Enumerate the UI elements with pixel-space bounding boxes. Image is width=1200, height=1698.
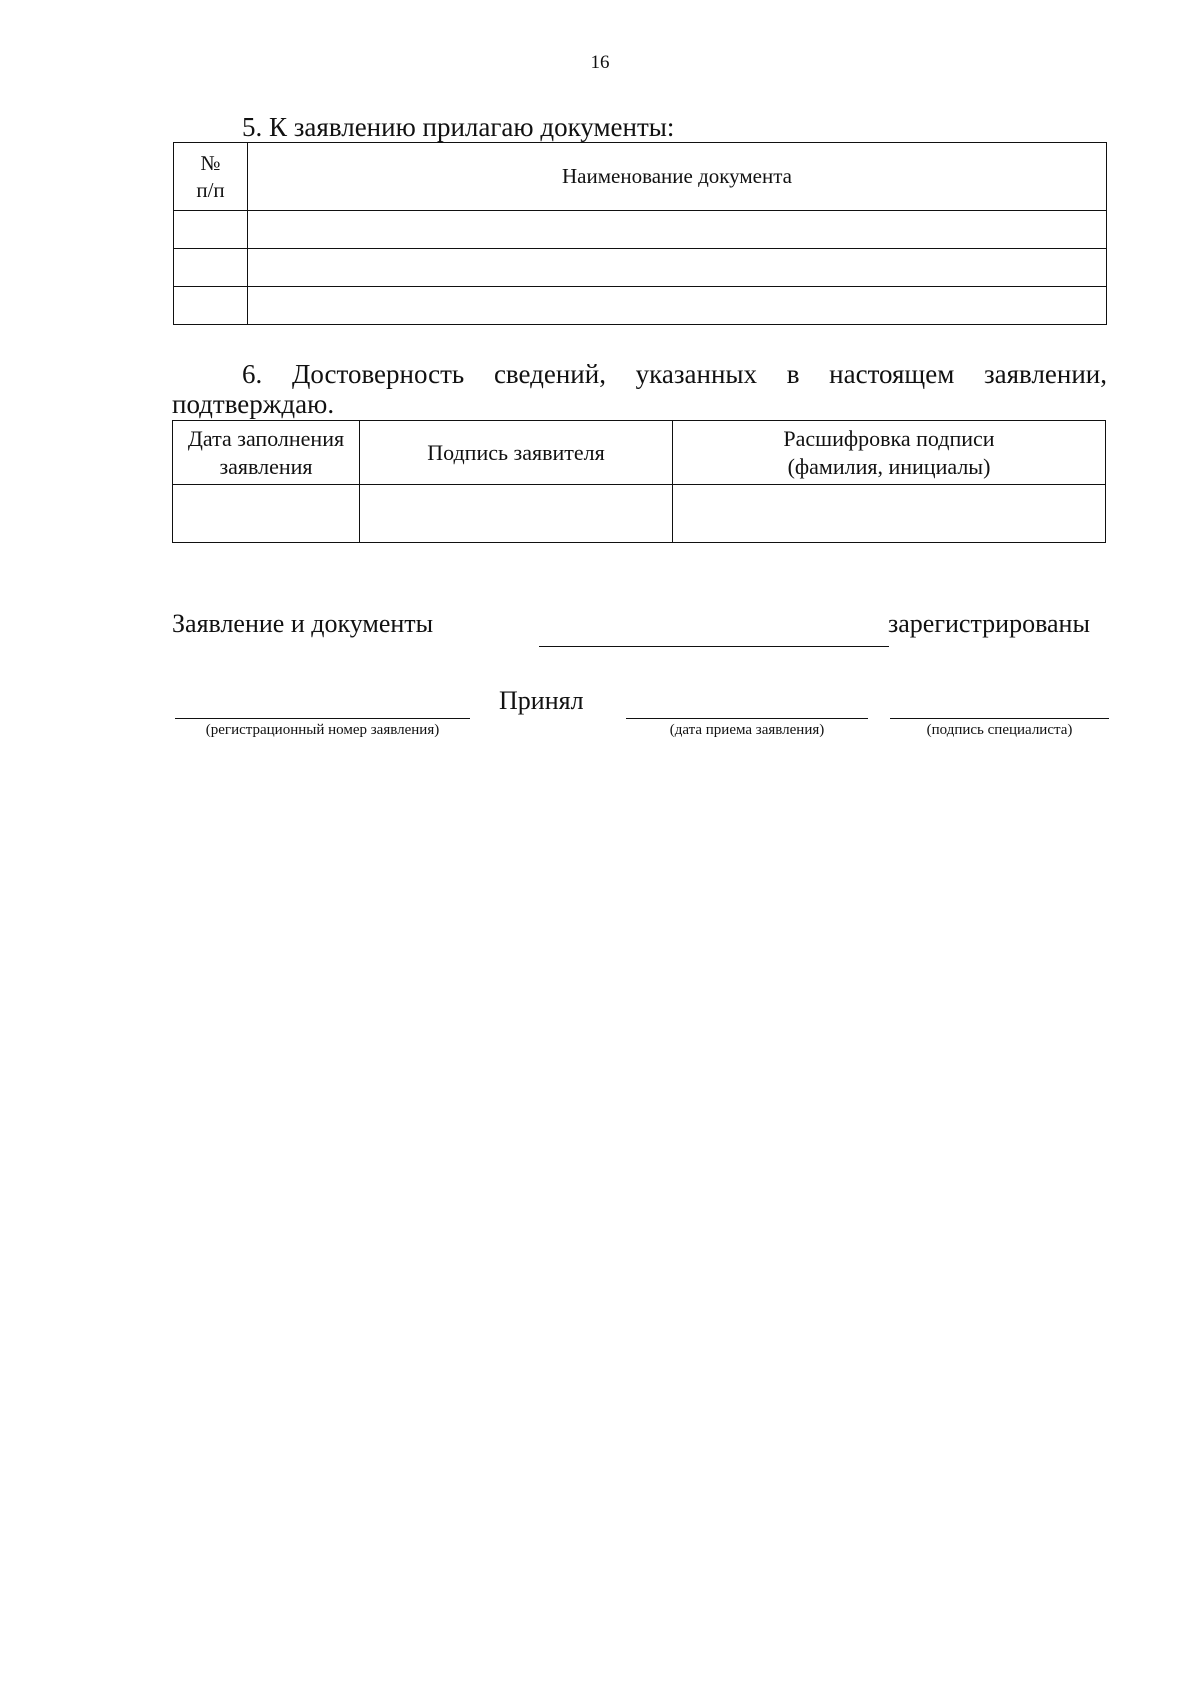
registration-number-caption: (регистрационный номер заявления) [205, 722, 440, 738]
specialist-signature-line[interactable] [890, 718, 1109, 719]
applicant-signature-cell[interactable] [360, 485, 673, 543]
registration-text-right: зарегистрированы [888, 609, 1090, 638]
table-row [173, 485, 1106, 543]
column-header-number-line2: п/п [196, 177, 225, 202]
column-header-fill-date-line2: заявления [219, 453, 313, 479]
column-header-document-name: Наименование документа [248, 143, 1107, 211]
acceptance-date-caption: (дата приема заявления) [669, 722, 825, 738]
column-header-signature-decoding [673, 421, 1106, 485]
section-5-heading: 5. К заявлению прилагаю документы: [242, 112, 675, 142]
accepted-label: Принял [499, 686, 584, 715]
table-cell-number[interactable] [174, 287, 248, 325]
table-header-row [173, 421, 1106, 485]
table-cell-document-name[interactable] [248, 249, 1107, 287]
column-header-fill-date-line1: Дата заполнения [187, 425, 345, 451]
column-header-signature-decoding-line2: (фамилия, инициалы) [787, 453, 991, 479]
table-cell-number[interactable] [174, 211, 248, 249]
table-row [174, 287, 1107, 325]
table-row [174, 249, 1107, 287]
registration-text-left: Заявление и документы [172, 609, 434, 638]
table-cell-document-name[interactable] [248, 287, 1107, 325]
column-header-number [174, 143, 248, 211]
signature-decoding-cell[interactable] [673, 485, 1106, 543]
page-number: 16 [590, 52, 610, 73]
column-header-number-line1: № [200, 150, 221, 175]
registration-number-line[interactable] [175, 718, 470, 719]
table-cell-document-name[interactable] [248, 211, 1107, 249]
confirmation-table [172, 420, 1106, 543]
attached-documents-table [173, 142, 1107, 325]
table-header-row [174, 143, 1107, 211]
table-cell-number[interactable] [174, 249, 248, 287]
table-row [174, 211, 1107, 249]
column-header-applicant-signature: Подпись заявителя [360, 421, 673, 485]
fill-date-cell[interactable] [173, 485, 360, 543]
specialist-signature-caption: (подпись специалиста) [926, 722, 1073, 738]
acceptance-date-line[interactable] [626, 718, 868, 719]
section-6-statement-line2: подтверждаю. [172, 389, 335, 419]
column-header-signature-decoding-line1: Расшифровка подписи [783, 425, 995, 451]
column-header-fill-date [173, 421, 360, 485]
registration-blank-line[interactable] [539, 646, 889, 647]
section-6-statement-line1: 6. Достоверность сведений, указанных в настоящем заявлении, [242, 359, 1107, 389]
